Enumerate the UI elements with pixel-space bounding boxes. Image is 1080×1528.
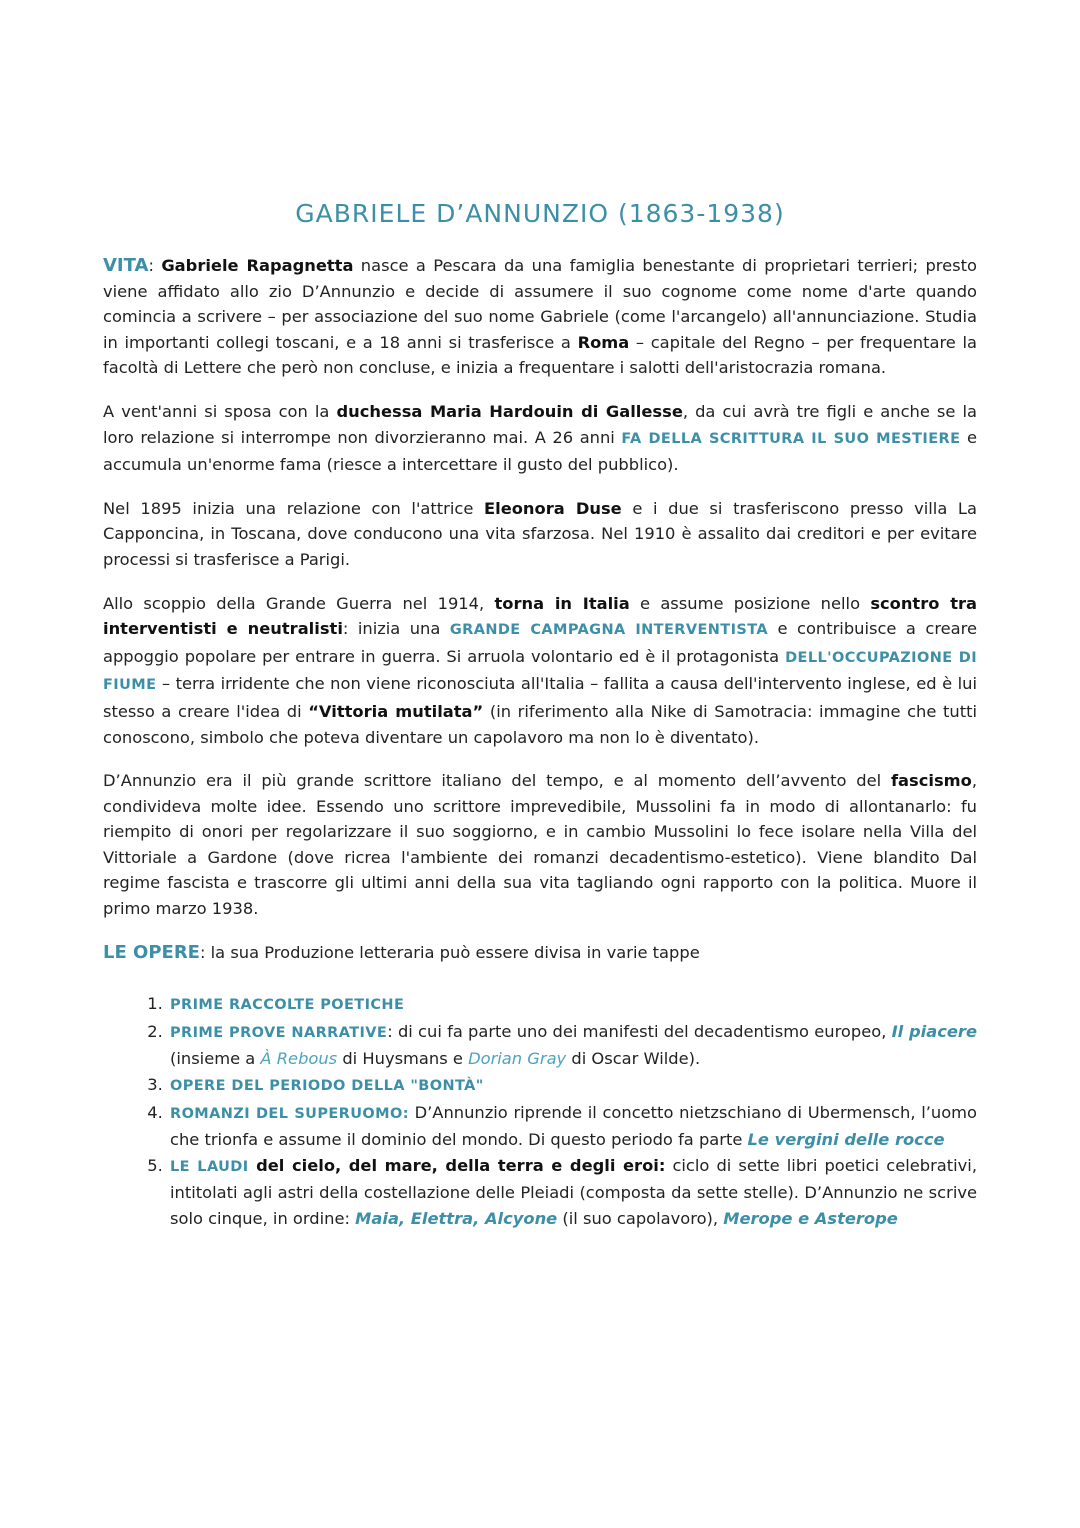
opere-list <box>103 991 977 1231</box>
vita-paragraph-1: VITA: Gabriele Rapagnetta nasce a Pescara da una famiglia benestante di proprietari terrieri; presto viene affidato allo zio D’Annunzio e decide di assumere il suo cognome come nome d'arte quando comincia a scrivere – per associazione del suo nome Gabriele (come l'arcangelo) all'annunciazione. Studia in importanti collegi toscani, e a 18 anni si trasferisce a Roma – capitale del Regno – per frequentare la facoltà di Lettere che però non concluse, e inizia a frequentare i salotti dell'aristocrazia romana. <box>103 255 977 378</box>
opere-intro: LE OPERE: la sua Produzione letteraria può essere divisa in varie tappe <box>103 941 700 963</box>
vita-paragraph-5: D’Annunzio era il più grande scrittore italiano del tempo, e al momento dell’avvento del fascismo, condivideva molte idee. Essendo uno scrittore imprevedibile, Mussolini fa in modo di allontanarlo: fu riempito di onori per regolarizzare il suo soggiorno, e in cambio Mussolini lo fece isolare nella Villa del Vittoriale a Gardone (dove ricrea l'ambiente dei romanzi decadentismo-estetico). Viene blandito Dal regime fascista e trascorre gli ultimi anni della sua vita tagliando ogni rapporto con la politica. Muore il primo marzo 1938. <box>103 771 977 919</box>
page-title: GABRIELE D’ANNUNZIO (1863-1938) <box>295 199 785 228</box>
vita-paragraph-2: A vent'anni si sposa con la duchessa Maria Hardouin di Gallesse, da cui avrà tre figli e anche se la loro relazione si interrompe non divorzieranno mai. A 26 anni FA DELLA SCRITTURA IL SUO MESTIERE e accumula un'enorme fama (riesce a intercettare il gusto del pubblico). <box>103 401 977 475</box>
list-item: 1. PRIME RACCOLTE POETICHE <box>168 991 977 1019</box>
section-label-vita: VITA <box>103 255 149 276</box>
vita-paragraph-3: Nel 1895 inizia una relazione con l'attrice Eleonora Duse e i due si trasferiscono presso villa La Capponcina, in Toscana, dove conducono una vita sfarzosa. Nel 1910 è assalito dai creditori e per evitare processi si trasferisce a Parigi. <box>103 498 977 569</box>
document-body <box>103 253 977 1232</box>
list-item: 3. OPERE DEL PERIODO DELLA "BONTÀ" <box>168 1072 977 1100</box>
list-item: 2. PRIME PROVE NARRATIVE: di cui fa parte uno dei manifesti del decadentismo europeo, Il piacere (insieme a À Rebous di Huysmans e Dorian Gray di Oscar Wilde). <box>168 1019 977 1072</box>
list-item: 4. ROMANZI DEL SUPERUOMO: D’Annunzio riprende il concetto nietzschiano di Ubermensch, l’uomo che trionfa e assume il dominio del mondo. Di questo periodo fa parte Le vergini delle rocce <box>168 1100 977 1153</box>
vita-paragraph-4: Allo scoppio della Grande Guerra nel 1914, torna in Italia e assume posizione nello scontro tra interventisti e neutralisti: inizia una GRANDE CAMPAGNA INTERVENTISTA e contribuisce a creare appoggio popolare per entrare in guerra. Si arruola volontario ed è il protagonista DELL'OCCUPAZIONE DI FIUME – terra irridente che non viene riconosciuta all'Italia – fallita a causa dell'intervento inglese, ed è lui stesso a creare l'idea di “Vittoria mutilata” (in riferimento alla Nike di Samotracia: immagine che tutti conoscono, simbolo che poteva diventare un capolavoro ma non lo è diventato). <box>103 593 977 747</box>
list-item: 5. LE LAUDI del cielo, del mare, della terra e degli eroi: ciclo di sette libri poetici celebrativi, intitolati agli astri della costellazione delle Pleiadi (composta da sette stelle). D’Annunzio ne scrive solo cinque, in ordine: Maia, Elettra, Alcyone (il suo capolavoro), Merope e Asterope <box>168 1153 977 1232</box>
section-label-opere: LE OPERE <box>103 941 200 963</box>
